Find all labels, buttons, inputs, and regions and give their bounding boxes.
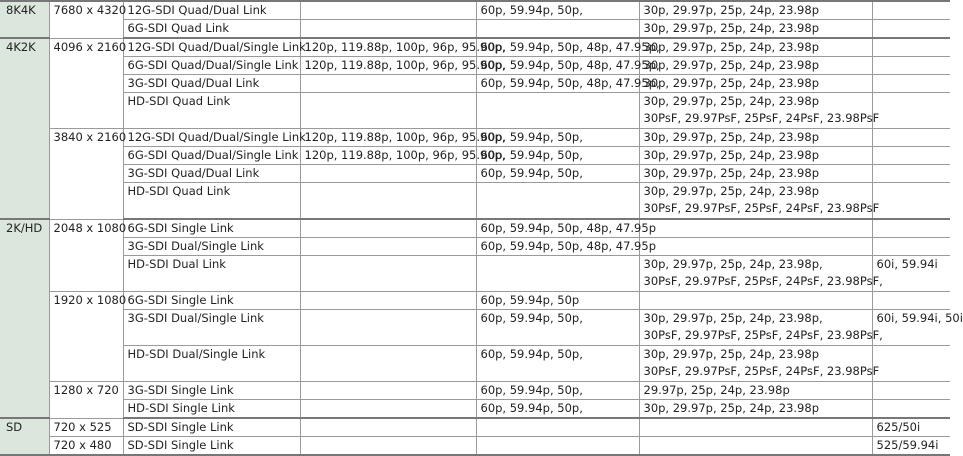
interlace-cell (872, 1, 950, 20)
table-row (0, 165, 950, 183)
link-cell: 12G-SDI Quad/Dual/Single Link (123, 38, 300, 57)
progressive-rates: 30p, 29.97p, 25p, 24p, 23.98p (643, 347, 819, 361)
high-rate-cell (300, 418, 476, 437)
low-rate-cell (639, 256, 883, 292)
mid-rate-cell (476, 256, 639, 292)
interlace-cell (872, 382, 950, 400)
link-cell: 6G-SDI Quad/Dual/Single Link (123, 147, 300, 165)
resolution-cell: 4096 x 2160 (49, 38, 123, 129)
mid-rate-cell: 60p, 59.94p, 50p, 48p, 47.95p (476, 219, 639, 238)
table-row (0, 147, 950, 165)
progressive-rates: 30p, 29.97p, 25p, 24p, 23.98p, (643, 257, 823, 271)
psf-rates: 30PsF, 29.97PsF, 25PsF, 24PsF, 23.98PsF, (643, 274, 883, 288)
link-cell: 3G-SDI Dual/Single Link (123, 238, 300, 256)
interlace-cell (872, 292, 950, 310)
low-rate-cell: 30p, 29.97p, 25p, 24p, 23.98p (639, 400, 872, 419)
group-cell: 8K4K (0, 1, 49, 38)
progressive-rates: 30p, 29.97p, 25p, 24p, 23.98p (643, 184, 819, 198)
high-rate-cell (300, 346, 476, 382)
link-cell: HD-SDI Dual Link (123, 256, 300, 292)
mid-rate-cell (476, 437, 639, 456)
high-rate-cell (300, 400, 476, 419)
low-rate-cell (639, 93, 880, 129)
table-row (0, 346, 950, 382)
psf-rates: 30PsF, 29.97PsF, 25PsF, 24PsF, 23.98PsF, (643, 328, 883, 342)
interlace-cell (872, 165, 950, 183)
high-rate-cell (300, 183, 476, 220)
low-rate-cell (639, 219, 872, 238)
link-cell: 3G-SDI Quad/Dual Link (123, 75, 300, 93)
high-rate-cell: 120p, 119.88p, 100p, 96p, 95.90p, (300, 129, 476, 147)
interlace-cell: 525/59.94i (872, 437, 950, 456)
psf-rates: 30PsF, 29.97PsF, 25PsF, 24PsF, 23.98PsF (643, 364, 880, 378)
high-rate-cell (300, 219, 476, 238)
table-row (0, 75, 950, 93)
high-rate-cell (300, 1, 476, 20)
interlace-cell: 625/50i (872, 418, 950, 437)
psf-rates: 30PsF, 29.97PsF, 25PsF, 24PsF, 23.98PsF (643, 111, 880, 125)
link-cell: 12G-SDI Quad/Dual Link (123, 1, 300, 20)
table-row (0, 256, 950, 292)
interlace-cell (872, 400, 950, 419)
interlace-cell (872, 219, 950, 238)
link-cell: 3G-SDI Single Link (123, 382, 300, 400)
interlace-cell (872, 38, 950, 57)
low-rate-cell (639, 418, 872, 437)
table-row (0, 1, 950, 20)
high-rate-cell (300, 382, 476, 400)
group-cell: 2K/HD (0, 219, 49, 418)
high-rate-cell: 120p, 119.88p, 100p, 96p, 95.90p, (300, 38, 476, 57)
progressive-rates: 30p, 29.97p, 25p, 24p, 23.98p (643, 94, 819, 108)
table-row (0, 219, 950, 238)
mid-rate-cell: 60p, 59.94p, 50p, 48p, 47.95p (476, 238, 639, 256)
psf-rates: 30PsF, 29.97PsF, 25PsF, 24PsF, 23.98PsF (643, 201, 880, 215)
resolution-cell: 3840 x 2160 (49, 129, 123, 220)
table-row (0, 38, 950, 57)
high-rate-cell (300, 238, 476, 256)
mid-rate-cell: 60p, 59.94p, 50p, (476, 310, 639, 346)
table-row (0, 93, 950, 129)
low-rate-cell: 30p, 29.97p, 25p, 24p, 23.98p (639, 38, 872, 57)
interlace-cell (872, 346, 950, 382)
low-rate-cell (639, 238, 872, 256)
mid-rate-cell: 60p, 59.94p, 50p, 48p, 47.95p, (476, 75, 639, 93)
mid-rate-cell: 60p, 59.94p, 50p, (476, 400, 639, 419)
link-cell: HD-SDI Quad Link (123, 183, 300, 220)
high-rate-cell (300, 20, 476, 39)
low-rate-cell (639, 346, 880, 382)
low-rate-cell: 30p, 29.97p, 25p, 24p, 23.98p (639, 75, 872, 93)
table-row (0, 20, 950, 39)
mid-rate-cell: 60p, 59.94p, 50p, (476, 165, 639, 183)
resolution-cell: 7680 x 4320 (49, 1, 123, 38)
group-cell: SD (0, 418, 49, 455)
interlace-cell: 60i, 59.94i (872, 256, 950, 292)
low-rate-cell: 30p, 29.97p, 25p, 24p, 23.98p (639, 165, 872, 183)
link-cell: SD-SDI Single Link (123, 418, 300, 437)
mid-rate-cell (476, 20, 639, 39)
high-rate-cell (300, 165, 476, 183)
low-rate-cell: 30p, 29.97p, 25p, 24p, 23.98p (639, 57, 872, 75)
mid-rate-cell: 60p, 59.94p, 50p, (476, 1, 639, 20)
mid-rate-cell: 60p, 59.94p, 50p, (476, 346, 639, 382)
table-row (0, 129, 950, 147)
resolution-cell: 720 x 480 (49, 437, 123, 456)
interlace-cell (872, 93, 950, 129)
interlace-cell (872, 57, 950, 75)
mid-rate-cell: 60p, 59.94p, 50p, 48p, 47.95p, (476, 38, 639, 57)
resolution-cell: 1280 x 720 (49, 382, 123, 419)
interlace-cell: 60i, 59.94i, 50i (872, 310, 950, 346)
link-cell: 6G-SDI Single Link (123, 292, 300, 310)
low-rate-cell (639, 292, 872, 310)
mid-rate-cell: 60p, 59.94p, 50p (476, 292, 639, 310)
resolution-cell: 1920 x 1080 (49, 292, 123, 382)
low-rate-cell (639, 437, 872, 456)
table-row (0, 382, 950, 400)
low-rate-cell: 30p, 29.97p, 25p, 24p, 23.98p (639, 20, 872, 39)
resolution-cell: 720 x 525 (49, 418, 123, 437)
group-cell: 4K2K (0, 38, 49, 219)
interlace-cell (872, 183, 950, 220)
high-rate-cell (300, 437, 476, 456)
mid-rate-cell: 60p, 59.94p, 50p, 48p, 47.95p, (476, 57, 639, 75)
mid-rate-cell: 60p, 59.94p, 50p, (476, 129, 639, 147)
link-cell: HD-SDI Dual/Single Link (123, 346, 300, 382)
link-cell: 3G-SDI Dual/Single Link (123, 310, 300, 346)
link-cell: HD-SDI Quad Link (123, 93, 300, 129)
low-rate-cell: 30p, 29.97p, 25p, 24p, 23.98p (639, 147, 872, 165)
high-rate-cell (300, 93, 476, 129)
interlace-cell (872, 20, 950, 39)
table-row (0, 183, 950, 220)
low-rate-cell: 29.97p, 25p, 24p, 23.98p (639, 382, 872, 400)
high-rate-cell: 120p, 119.88p, 100p, 96p, 95.90p, (300, 147, 476, 165)
resolution-cell: 2048 x 1080 (49, 219, 123, 292)
table-row (0, 310, 950, 346)
high-rate-cell (300, 292, 476, 310)
mid-rate-cell: 60p, 59.94p, 50p, (476, 382, 639, 400)
table-row (0, 292, 950, 310)
low-rate-cell (639, 310, 883, 346)
interlace-cell (872, 75, 950, 93)
link-cell: 3G-SDI Quad/Dual Link (123, 165, 300, 183)
link-cell: SD-SDI Single Link (123, 437, 300, 456)
link-cell: 6G-SDI Quad Link (123, 20, 300, 39)
interlace-cell (872, 147, 950, 165)
low-rate-cell: 30p, 29.97p, 25p, 24p, 23.98p (639, 129, 872, 147)
high-rate-cell (300, 75, 476, 93)
progressive-rates: 30p, 29.97p, 25p, 24p, 23.98p, (643, 311, 823, 325)
table-row (0, 437, 950, 456)
low-rate-cell (639, 183, 880, 220)
high-rate-cell (300, 256, 476, 292)
table-row (0, 400, 950, 419)
mid-rate-cell (476, 93, 639, 129)
high-rate-cell: 120p, 119.88p, 100p, 96p, 95.90p, (300, 57, 476, 75)
interlace-cell (872, 129, 950, 147)
mid-rate-cell: 60p, 59.94p, 50p, (476, 147, 639, 165)
link-cell: 6G-SDI Quad/Dual/Single Link (123, 57, 300, 75)
mid-rate-cell (476, 418, 639, 437)
table-row (0, 57, 950, 75)
link-cell: HD-SDI Single Link (123, 400, 300, 419)
link-cell: 12G-SDI Quad/Dual/Single Link (123, 129, 300, 147)
high-rate-cell (300, 310, 476, 346)
table-row (0, 238, 950, 256)
mid-rate-cell (476, 183, 639, 220)
interlace-cell (872, 238, 950, 256)
table-row (0, 418, 950, 437)
link-cell: 6G-SDI Single Link (123, 219, 300, 238)
low-rate-cell: 30p, 29.97p, 25p, 24p, 23.98p (639, 1, 872, 20)
